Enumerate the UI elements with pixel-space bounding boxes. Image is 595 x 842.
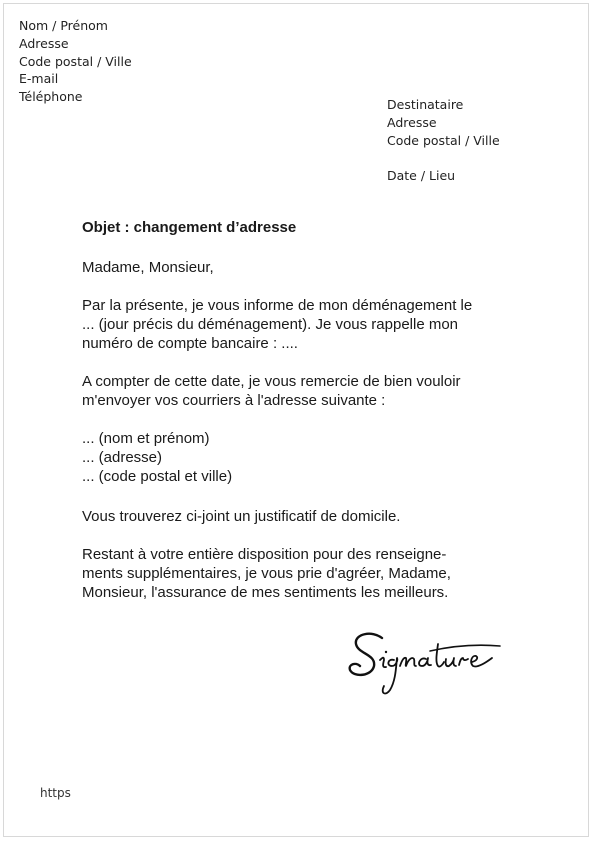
paragraph-line: ments supplémentaires, je vous prie d'agréer, Madame, [82,565,451,583]
recipient-address: Adresse [387,114,437,130]
paragraph-line: Restant à votre entière disposition pour des renseigne- [82,546,447,563]
letter-salutation: Madame, Monsieur, [82,259,214,276]
sender-name: Nom / Prénom [19,18,108,33]
paragraph-forwarding-request [82,372,522,410]
recipient-block [387,96,500,149]
sender-email: E-mail [19,71,59,87]
sender-block [19,17,132,106]
sender-phone: Téléphone [19,89,83,105]
paragraph-line: Par la présente, je vous informe de mon déménagement le [82,297,473,314]
new-address-street: ... (adresse) [82,449,163,467]
paragraph-line: A compter de cette date, je vous remercie de bien vouloir [82,373,461,390]
paragraph-line: Monsieur, l'assurance de mes sentiments les meilleurs. [82,584,449,602]
recipient-postal-city: Code postal / Ville [387,132,500,148]
sender-postal-city: Code postal / Ville [19,53,132,69]
letter-subject: Objet : changement d’adresse [82,219,297,236]
new-address-list [82,429,522,487]
recipient-name: Destinataire [387,97,464,112]
date-place-text: Date / Lieu [387,168,456,183]
paragraph-moving-notice [82,296,522,354]
paragraph-line: numéro de compte bancaire : .... [82,335,298,353]
footer-url: https [40,786,71,800]
handwritten-signature [342,624,507,702]
new-address-postal-city: ... (code postal et ville) [82,468,233,486]
new-address-name: ... (nom et prénom) [82,430,210,447]
sender-address: Adresse [19,35,69,51]
date-place [387,167,455,185]
paragraph-closing [82,545,522,603]
letter-page [3,3,589,837]
paragraph-line: m'envoyer vos courriers à l'adresse suivante : [82,392,386,410]
paragraph-proof-of-address: Vous trouverez ci-joint un justificatif de domicile. [82,508,401,525]
paragraph-line: ... (jour précis du déménagement). Je vous rappelle mon [82,316,459,334]
